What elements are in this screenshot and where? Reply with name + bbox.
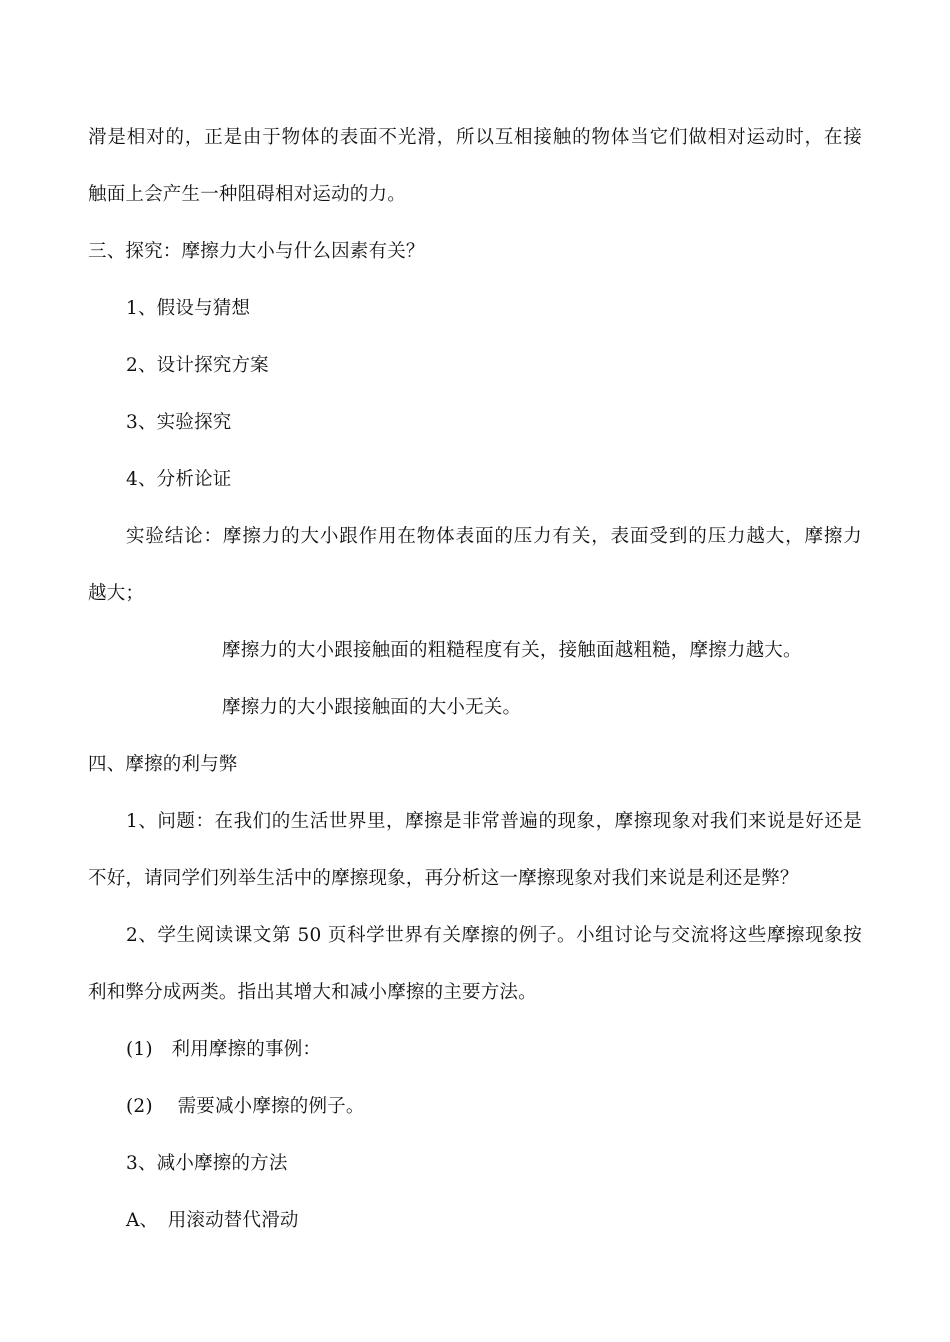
list-item: 4、分析论证 xyxy=(126,469,232,490)
list-item: (1) 利用摩擦的事例： xyxy=(126,1039,322,1060)
paragraph-line: 摩擦力的大小跟接触面的大小无关。 xyxy=(222,697,522,718)
section-heading: 四、摩擦的利与弊 xyxy=(88,754,238,775)
list-item: 2、设计探究方案 xyxy=(126,355,269,376)
paragraph-line: 2、学生阅读课文第 50 页科学世界有关摩擦的例子。小组讨论与交流将这些摩擦现象按 xyxy=(126,925,862,946)
paragraph-line: 摩擦力的大小跟接触面的粗糙程度有关，接触面越粗糙，摩擦力越大。 xyxy=(222,640,802,661)
paragraph-line: 触面上会产生一种阻碍相对运动的力。 xyxy=(88,184,406,205)
list-item: 3、实验探究 xyxy=(126,412,232,433)
paragraph-line: 不好，请同学们列举生活中的摩擦现象，再分析这一摩擦现象对我们来说是利还是弊？ xyxy=(88,868,799,889)
paragraph-line: 越大； xyxy=(88,583,145,604)
list-item: 1、假设与猜想 xyxy=(126,298,251,319)
section-heading: 三、探究：摩擦力大小与什么因素有关？ xyxy=(88,241,425,262)
list-item: A、 用滚动替代滑动 xyxy=(126,1210,299,1231)
paragraph-line: 实验结论：摩擦力的大小跟作用在物体表面的压力有关，表面受到的压力越大，摩擦力 xyxy=(126,526,862,547)
list-item: 3、减小摩擦的方法 xyxy=(126,1153,288,1174)
paragraph-line: 1、问题：在我们的生活世界里，摩擦是非常普遍的现象，摩擦现象对我们来说是好还是 xyxy=(126,811,862,832)
paragraph-line: 滑是相对的，正是由于物体的表面不光滑，所以互相接触的物体当它们做相对运动时，在接 xyxy=(88,127,862,148)
paragraph-line: 利和弊分成两类。指出其增大和减小摩擦的主要方法。 xyxy=(88,982,537,1003)
list-item: (2) 需要减小摩擦的例子。 xyxy=(126,1096,365,1117)
